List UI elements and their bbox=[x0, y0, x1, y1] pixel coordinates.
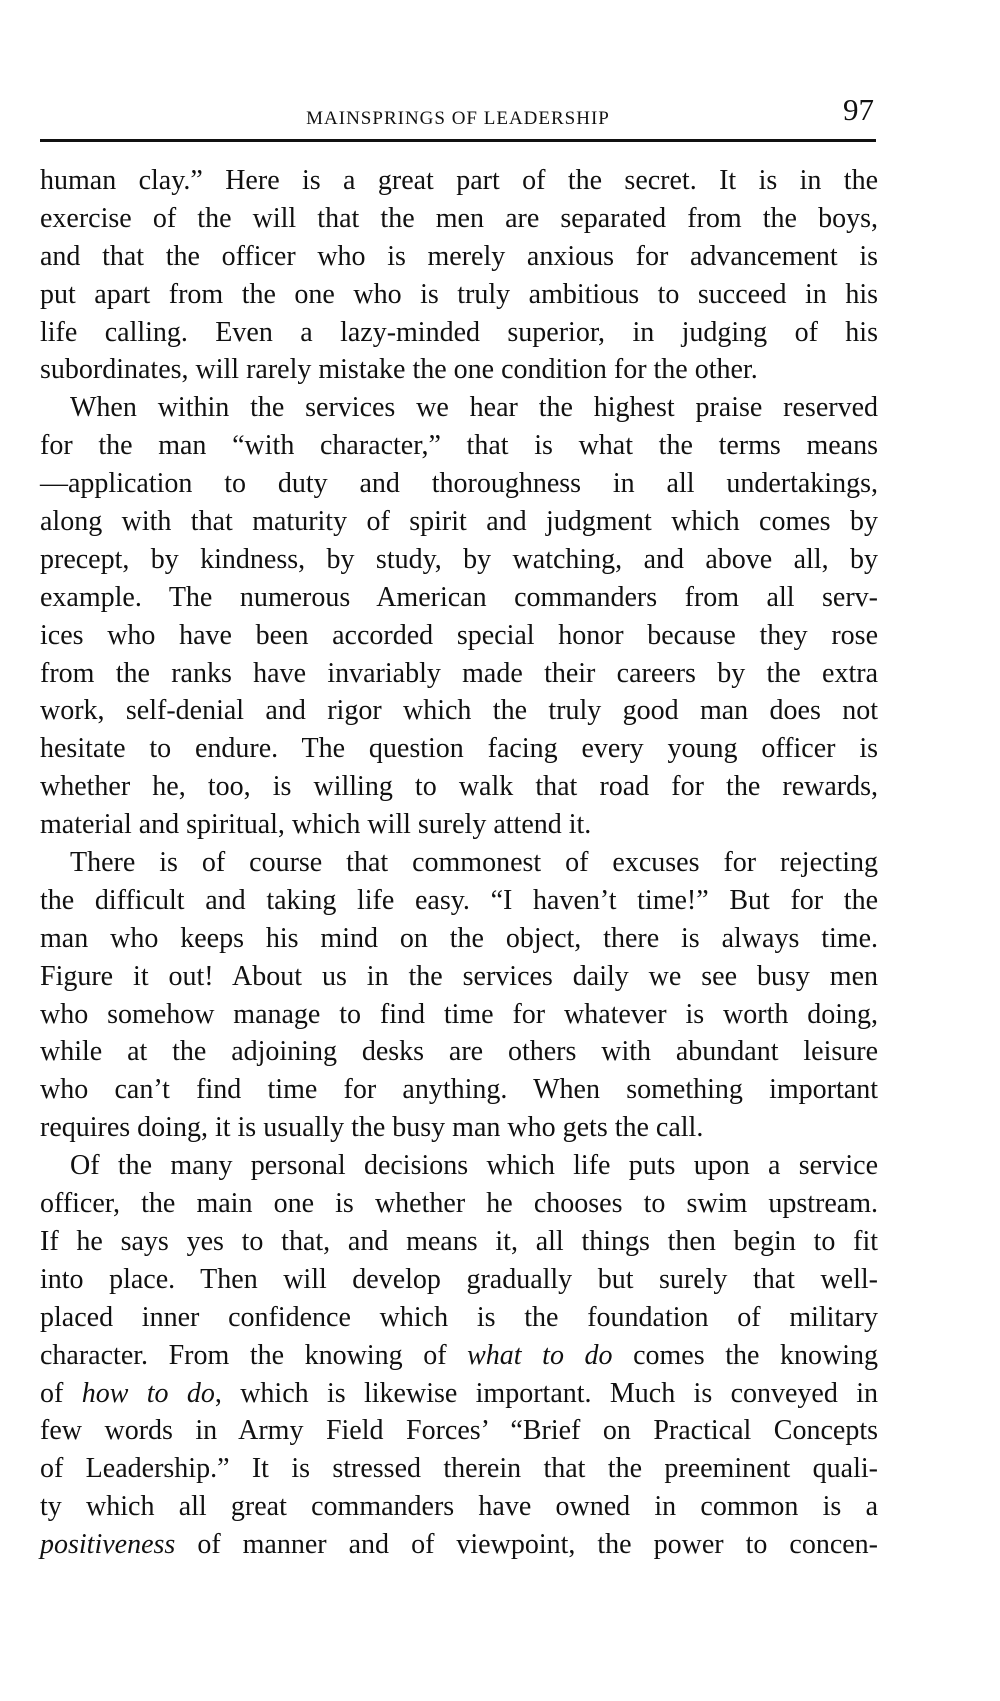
text-span: , which is likewise important. Much is conveyed in bbox=[214, 1377, 878, 1409]
text-span: of manner and of viewpoint, the power to concen- bbox=[175, 1529, 878, 1561]
text-line: who can’t find time for anything. When something important bbox=[40, 1074, 878, 1106]
body-text bbox=[40, 162, 878, 1564]
text-line: requires doing, it is usually the busy man who gets the call. bbox=[40, 1112, 704, 1144]
page-header bbox=[40, 92, 876, 138]
text-line: along with that maturity of spirit and judgment which comes by bbox=[40, 506, 878, 538]
text-span: of bbox=[40, 1377, 82, 1409]
page-number: 97 bbox=[843, 92, 874, 127]
text-line: for the man “with character,” that is what the terms means bbox=[40, 430, 878, 462]
text-line: who somehow manage to find time for whatever is worth doing, bbox=[40, 998, 878, 1030]
text-line bbox=[40, 1526, 878, 1564]
text-line: of Leadership.” It is stressed therein that the preeminent quali- bbox=[40, 1453, 878, 1485]
text-line bbox=[40, 1375, 878, 1413]
text-line: put apart from the one who is truly ambitious to succeed in his bbox=[40, 278, 878, 310]
text-line: man who keeps his mind on the object, there is always time. bbox=[40, 922, 878, 954]
text-line: material and spiritual, which will surely attend it. bbox=[40, 809, 592, 841]
text-line: hesitate to endure. The question facing every young officer is bbox=[40, 733, 878, 765]
text-line: placed inner confidence which is the foundation of military bbox=[40, 1301, 878, 1333]
italic-text: what to do bbox=[467, 1339, 613, 1371]
text-line: subordinates, will rarely mistake the one condition for the other. bbox=[40, 354, 758, 386]
text-line: from the ranks have invariably made their careers by the extra bbox=[40, 657, 878, 689]
text-line: while at the adjoining desks are others with abundant leisure bbox=[40, 1036, 878, 1068]
text-line: few words in Army Field Forces’ “Brief on Practical Concepts bbox=[40, 1415, 878, 1447]
text-line: —application to duty and thoroughness in all undertakings, bbox=[40, 468, 878, 500]
text-line: There is of course that commonest of excuses for rejecting bbox=[70, 847, 878, 879]
text-line: and that the officer who is merely anxious for advancement is bbox=[40, 240, 878, 272]
running-title: MAINSPRINGS OF LEADERSHIP bbox=[306, 108, 610, 129]
text-span: comes the knowing bbox=[612, 1339, 878, 1371]
text-line bbox=[40, 1337, 878, 1375]
text-line: into place. Then will develop gradually but surely that well- bbox=[40, 1263, 878, 1295]
text-line: life calling. Even a lazy-minded superior, in judging of his bbox=[40, 316, 878, 348]
paragraph bbox=[40, 162, 878, 389]
text-line: work, self-denial and rigor which the truly good man does not bbox=[40, 695, 878, 727]
text-line: ices who have been accorded special honor because they rose bbox=[40, 619, 878, 651]
text-line: exercise of the will that the men are separated from the boys, bbox=[40, 202, 878, 234]
italic-text: positiveness bbox=[40, 1529, 176, 1561]
text-line: When within the services we hear the highest praise reserved bbox=[70, 392, 878, 424]
paragraph bbox=[40, 389, 878, 844]
text-line: whether he, too, is willing to walk that road for the rewards, bbox=[40, 771, 878, 803]
text-line: the difficult and taking life easy. “I haven’t time!” But for the bbox=[40, 884, 878, 916]
italic-text: how to do bbox=[81, 1377, 215, 1409]
text-line: officer, the main one is whether he chooses to swim upstream. bbox=[40, 1188, 878, 1220]
text-line: Figure it out! About us in the services daily we see busy men bbox=[40, 960, 878, 992]
text-line: If he says yes to that, and means it, all things then begin to fit bbox=[40, 1225, 878, 1257]
paragraph bbox=[40, 844, 878, 1147]
text-line: Of the many personal decisions which life puts upon a service bbox=[70, 1150, 878, 1182]
text-line: precept, by kindness, by study, by watching, and above all, by bbox=[40, 543, 878, 575]
text-line: example. The numerous American commanders from all serv- bbox=[40, 581, 878, 613]
text-line: ty which all great commanders have owned in common is a bbox=[40, 1491, 878, 1523]
header-rule bbox=[40, 139, 876, 142]
text-span: character. From the knowing of bbox=[40, 1339, 468, 1371]
paragraph bbox=[40, 1147, 878, 1564]
text-line: human clay.” Here is a great part of the secret. It is in the bbox=[40, 165, 878, 196]
